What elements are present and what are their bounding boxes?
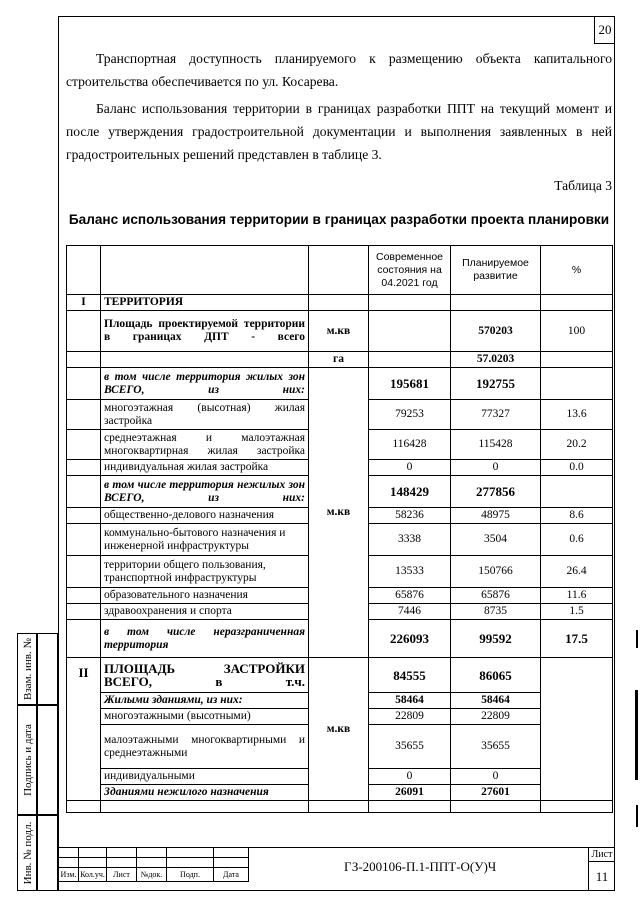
current-value: 0 xyxy=(369,769,451,785)
side-stamp-inv: Инв. № подл. xyxy=(22,821,34,885)
percent-value: 0.0 xyxy=(541,460,613,476)
table-row-empty xyxy=(67,801,613,813)
percent-value: 0.6 xyxy=(541,524,613,556)
side-stamp-inv-value-cell xyxy=(37,815,58,891)
page-number: 20 xyxy=(594,16,615,44)
row-label: в том числе территория жилых зон ВСЕГО, из них: xyxy=(101,368,309,400)
paragraph-transport xyxy=(66,47,612,93)
row-label: индивидуальными xyxy=(101,769,309,785)
section-building-row xyxy=(67,658,613,693)
planned-value: 3504 xyxy=(451,524,541,556)
planned-value: 99592 xyxy=(451,620,541,658)
table-row xyxy=(67,352,613,368)
row-label: многоэтажными (высотными) xyxy=(101,709,309,725)
unit-cell: м.кв xyxy=(309,311,369,352)
paragraph-balance xyxy=(66,97,612,166)
percent-value: 20.2 xyxy=(541,430,613,460)
document-code: ГЗ-200106-П.1-ППТ-О(У)Ч xyxy=(344,859,497,874)
planned-value: 0 xyxy=(451,769,541,785)
current-value: 65876 xyxy=(369,588,451,604)
current-value: 7446 xyxy=(369,604,451,620)
current-value: 84555 xyxy=(369,658,451,693)
title-block-grid xyxy=(58,847,249,882)
planned-value: 8735 xyxy=(451,604,541,620)
header-current: Современное состояния на 04.2021 год xyxy=(369,246,451,295)
row-label: Площадь проектируемой территории в границах ДПТ - всего xyxy=(101,311,309,352)
side-stamp-vzam-label-cell xyxy=(17,633,37,705)
scan-artifact xyxy=(636,630,638,648)
current-value: 26091 xyxy=(369,785,451,801)
stamp-col-list: Лист xyxy=(107,868,137,882)
planned-value: 22809 xyxy=(451,709,541,725)
stamp-col-ndok: №док. xyxy=(137,868,167,882)
sheet-label: Лист xyxy=(589,848,615,862)
percent-value xyxy=(541,352,613,368)
stamp-col-izm: Изм. xyxy=(59,868,79,882)
row-label: индивидуальная жилая застройка xyxy=(101,460,309,476)
planned-value: 192755 xyxy=(451,368,541,400)
unit-cell: м.кв xyxy=(309,658,369,801)
row-label: среднеэтажная и малоэтажная многоквартирная жилая застройка xyxy=(101,430,309,460)
section-num: I xyxy=(67,295,101,311)
scan-artifact xyxy=(635,690,638,780)
current-value: 58464 xyxy=(369,693,451,709)
row-label: в том числе территория нежилых зон ВСЕГО, из них: xyxy=(101,476,309,508)
current-value: 35655 xyxy=(369,725,451,769)
section-title: ТЕРРИТОРИЯ xyxy=(101,295,309,311)
header-planned: Планируемое развитие xyxy=(451,246,541,295)
row-label: общественно-делового назначения xyxy=(101,508,309,524)
percent-value: 13.6 xyxy=(541,400,613,430)
percent-cell xyxy=(541,658,613,801)
current-value: 195681 xyxy=(369,368,451,400)
sheet-box xyxy=(588,847,615,891)
planned-value: 570203 xyxy=(451,311,541,352)
planned-value: 35655 xyxy=(451,725,541,769)
percent-value xyxy=(541,476,613,508)
side-stamp-podpis-value-cell xyxy=(37,705,58,815)
row-label: территории общего пользования, транспортной инфраструктуры xyxy=(101,556,309,588)
planned-value: 65876 xyxy=(451,588,541,604)
row-label: малоэтажными многоквартирными и среднеэтажными xyxy=(101,725,309,769)
planned-value: 48975 xyxy=(451,508,541,524)
paragraph-transport-text: Транспортная доступность планируемого к размещению объекта капитального строительства обеспечивается по ул. Косарева. xyxy=(66,51,612,89)
unit-cell: м.кв xyxy=(309,368,369,658)
row-label: Жилыми зданиями, из них: xyxy=(101,693,309,709)
planned-value: 0 xyxy=(451,460,541,476)
row-label: многоэтажная (высотная) жилая застройка xyxy=(101,400,309,430)
header-cell-unit xyxy=(309,246,369,295)
row-label: в том числе неразграниченная территория xyxy=(101,620,309,658)
current-value: 148429 xyxy=(369,476,451,508)
table-title: Баланс использования территории в границах разработки проекта планировки xyxy=(68,212,610,227)
stamp-col-data: Дата xyxy=(214,868,249,882)
sheet-number: 11 xyxy=(595,869,609,884)
percent-value xyxy=(541,368,613,400)
current-value: 3338 xyxy=(369,524,451,556)
percent-value: 100 xyxy=(541,311,613,352)
current-value: 58236 xyxy=(369,508,451,524)
row-label: коммунально-бытового назначения и инженерной инфраструктуры xyxy=(101,524,309,556)
current-value xyxy=(369,311,451,352)
stamp-col-podp: Подп. xyxy=(167,868,214,882)
table-row xyxy=(67,368,613,400)
side-stamp-podpis: Подпись и дата xyxy=(22,724,34,796)
title-block xyxy=(58,847,615,891)
paragraph-balance-text: Баланс использования территории в границах разработки ППТ на текущий момент и после утверждения градостроительной документации и выполнения заявленных в ней градостроительных решений представлен в таблице 3. xyxy=(66,101,612,162)
table-caption: Таблица 3 xyxy=(554,178,612,193)
percent-value: 8.6 xyxy=(541,508,613,524)
side-stamp-podpis-label-cell xyxy=(17,705,37,815)
current-value: 116428 xyxy=(369,430,451,460)
current-value: 0 xyxy=(369,460,451,476)
current-value: 226093 xyxy=(369,620,451,658)
side-stamp-vzam-value-cell xyxy=(37,633,58,705)
current-value xyxy=(369,352,451,368)
planned-value: 86065 xyxy=(451,658,541,693)
side-stamp-vzam: Взам. инв. № xyxy=(22,638,34,700)
planned-value: 27601 xyxy=(451,785,541,801)
unit-cell: га xyxy=(309,352,369,368)
percent-value: 26.4 xyxy=(541,556,613,588)
current-value: 13533 xyxy=(369,556,451,588)
current-value: 22809 xyxy=(369,709,451,725)
planned-value: 115428 xyxy=(451,430,541,460)
table-header-row xyxy=(67,246,613,295)
planned-value: 150766 xyxy=(451,556,541,588)
percent-value: 17.5 xyxy=(541,620,613,658)
header-cell-num xyxy=(67,246,101,295)
percent-value: 1.5 xyxy=(541,604,613,620)
current-value: 79253 xyxy=(369,400,451,430)
stamp-col-kolch: Кол.уч. xyxy=(79,868,107,882)
row-label: Зданиями нежилого назначения xyxy=(101,785,309,801)
header-cell-name xyxy=(101,246,309,295)
section-territory-row xyxy=(67,295,613,311)
section-title: ПЛОЩАДЬ ЗАСТРОЙКИ ВСЕГО, в т.ч. xyxy=(101,658,309,693)
planned-value: 58464 xyxy=(451,693,541,709)
row-label: образовательного назначения xyxy=(101,588,309,604)
planned-value: 277856 xyxy=(451,476,541,508)
percent-value: 11.6 xyxy=(541,588,613,604)
table-row xyxy=(67,311,613,352)
row-label: здравоохранения и спорта xyxy=(101,604,309,620)
section-num: II xyxy=(67,658,101,801)
planned-value: 77327 xyxy=(451,400,541,430)
scan-artifact xyxy=(636,805,638,827)
planned-value: 57.0203 xyxy=(451,352,541,368)
header-percent: % xyxy=(541,246,613,295)
side-stamp-inv-label-cell xyxy=(17,815,37,891)
balance-table xyxy=(66,245,613,813)
